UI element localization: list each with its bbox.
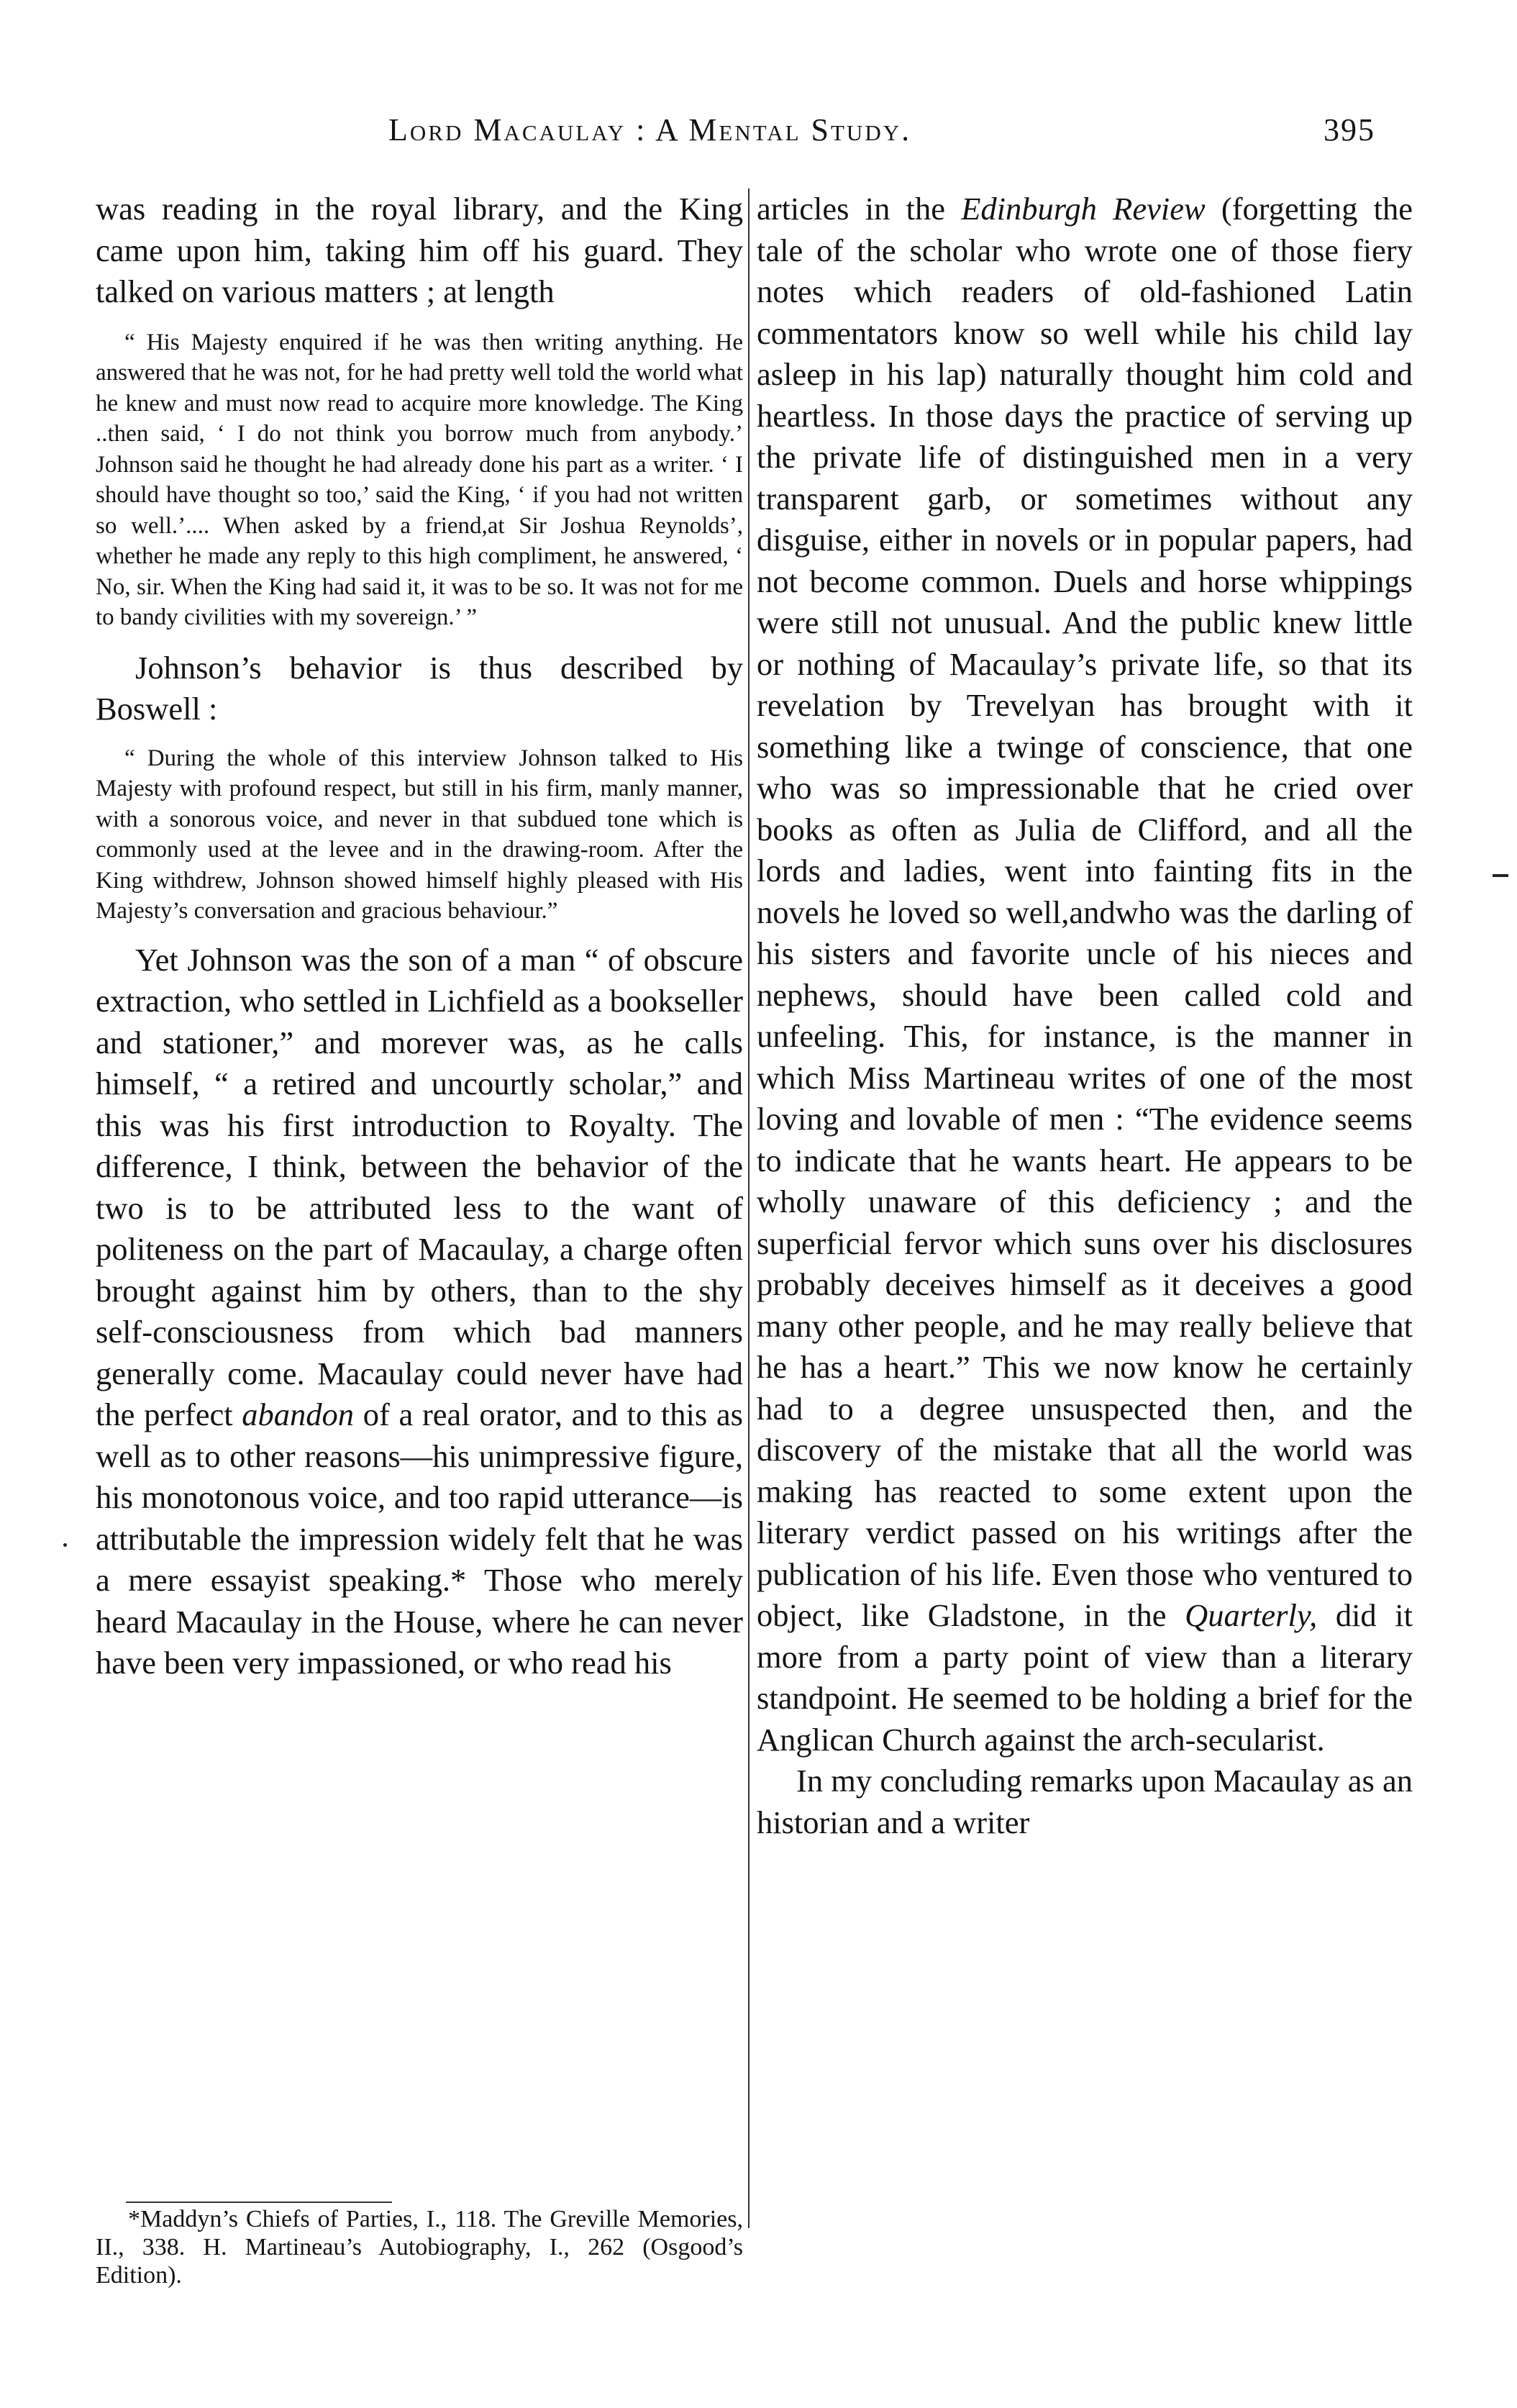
italic-text: abandon [242,1396,355,1432]
block-quote: “ His Majesty enquired if he was then writing anything. He answered that he was not, for he had pretty well told the world what he knew and must now read to acquire more knowledge. The King ..then said, ‘ I do not think you borrow much from anybody.’ Johnson said he thought he had already done his part as a writer. ‘ I should have thought so too,’ said the King, ‘ if you had not written so well.’.... When asked by a friend,at Sir Joshua Reynolds’, whether he made any reply to this high compliment, he answered, ‘ No, sir. When the King had said it, it was to be so. It was not for me to bandy civilities with my sovereign.’ ” [96,329,743,630]
left-column [96,188,743,1684]
paragraph: In my concluding remarks upon Macaulay as an historian and a writer [757,1763,1413,1840]
footnote-rule [126,2202,392,2203]
paragraph [96,940,743,1684]
paragraph-text: of a real orator, and to this as well as to other reasons—his unimpressive figure, his monotonous voice, and too rapid utterance—is attributable the impression widely felt that he was a mere essayist speaking.* Those who merely heard Macaulay in the House, where he can never have been very impassioned, or who read his [96,1396,743,1681]
running-title: Lord Macaulay : A Mental Study. [388,112,912,147]
page-number: 395 [1324,112,1375,147]
margin-dot [63,1543,67,1547]
paragraph-text: (forgetting the tale of the scholar who wrote one of those fiery notes which readers of old-fashioned Latin commentators know so well while his child lay asleep in his lap) naturally thought him cold and heartless. In those days the practice of serving up the private life of distinguished men in a very transparent garb, or sometimes without any disguise, either in novels or in popular papers, had not become common. Duels and horse whippings were still not unusual. And the public knew little or nothing of Macaulay’s private life, so that its revelation by Trevelyan has brought with it something like a twinge of conscience, that one who was so impressionable that he cried over books as often as Julia de Clifford, and all the lords and ladies, went into fainting fits in the novels he loved so well,andwho was the darling of his sisters and favorite uncle of his nieces and nephews, should have been called cold and unfeeling. This, for instance, is the manner in which Miss Martineau writes of one of the most loving and lovable of men : “The evidence seems to indicate that he wants heart. He appears to be wholly unaware of this deficiency ; and the superficial fervor which suns over his disclosures probably deceives himself as it deceives a good many other people, and he may really believe that he has a heart.” This we now know he certainly had to a degree unsuspected then, and the discovery of the mistake that all the world was making has reacted to some extent upon the literary verdict passed on his writings after the publication of his life. Even those who ventured to object, like Gladstone, in the [757,191,1413,1633]
paragraph-text: Yet Johnson was the son of a man “ of obscure extraction, who settled in Lichfield as a bookseller and stationer,” and morever was, as he calls himself, “ a retired and uncourtly scholar,” and this was his first introduction to Royalty. The difference, I think, between the behavior of the two is to be attributed less to the want of politeness on the part of Macaulay, a charge often brought against him by others, than to the shy self-consciousness from which bad manners generally come. Macaulay could never have had the perfect [96,941,743,1432]
paragraph: Johnson’s behavior is thus described by Boswell : [96,649,743,727]
paragraph [757,188,1413,1760]
italic-text: Quarterly, [1185,1597,1318,1633]
paragraph-text: did it more from a party point of view than a literary standpoint. He seemed to be holding a brief for the Anglican Church against the arch-secularist. [757,1597,1413,1758]
block-quote: “ During the whole of this interview Johnson talked to His Majesty with profound respect, but still in his firm, manly manner, with a sonorous voice, and never in that subdued tone which is commonly used at the levee and in the drawing-room. After the King withdrew, Johnson showed himself highly pleased with His Majesty’s conversation and gracious behaviour.” [96,745,743,924]
footnote [96,2205,743,2289]
column-rule [748,188,750,2228]
right-column [757,188,1413,1843]
footnote-text: *Maddyn’s Chiefs of Parties, I., 118. The Greville Memories, II., 338. H. Martineau’s Autobiography, I., 262 (Osgood’s Edition). [96,2206,743,2289]
paragraph-text: articles in the [757,191,962,227]
paragraph: was reading in the royal library, and the King came upon him, taking him off his guard. They talked on various matters ; at length [96,191,743,309]
margin-mark [1493,874,1508,877]
italic-text: Edinburgh Review [961,191,1206,227]
page-header [0,112,1517,169]
